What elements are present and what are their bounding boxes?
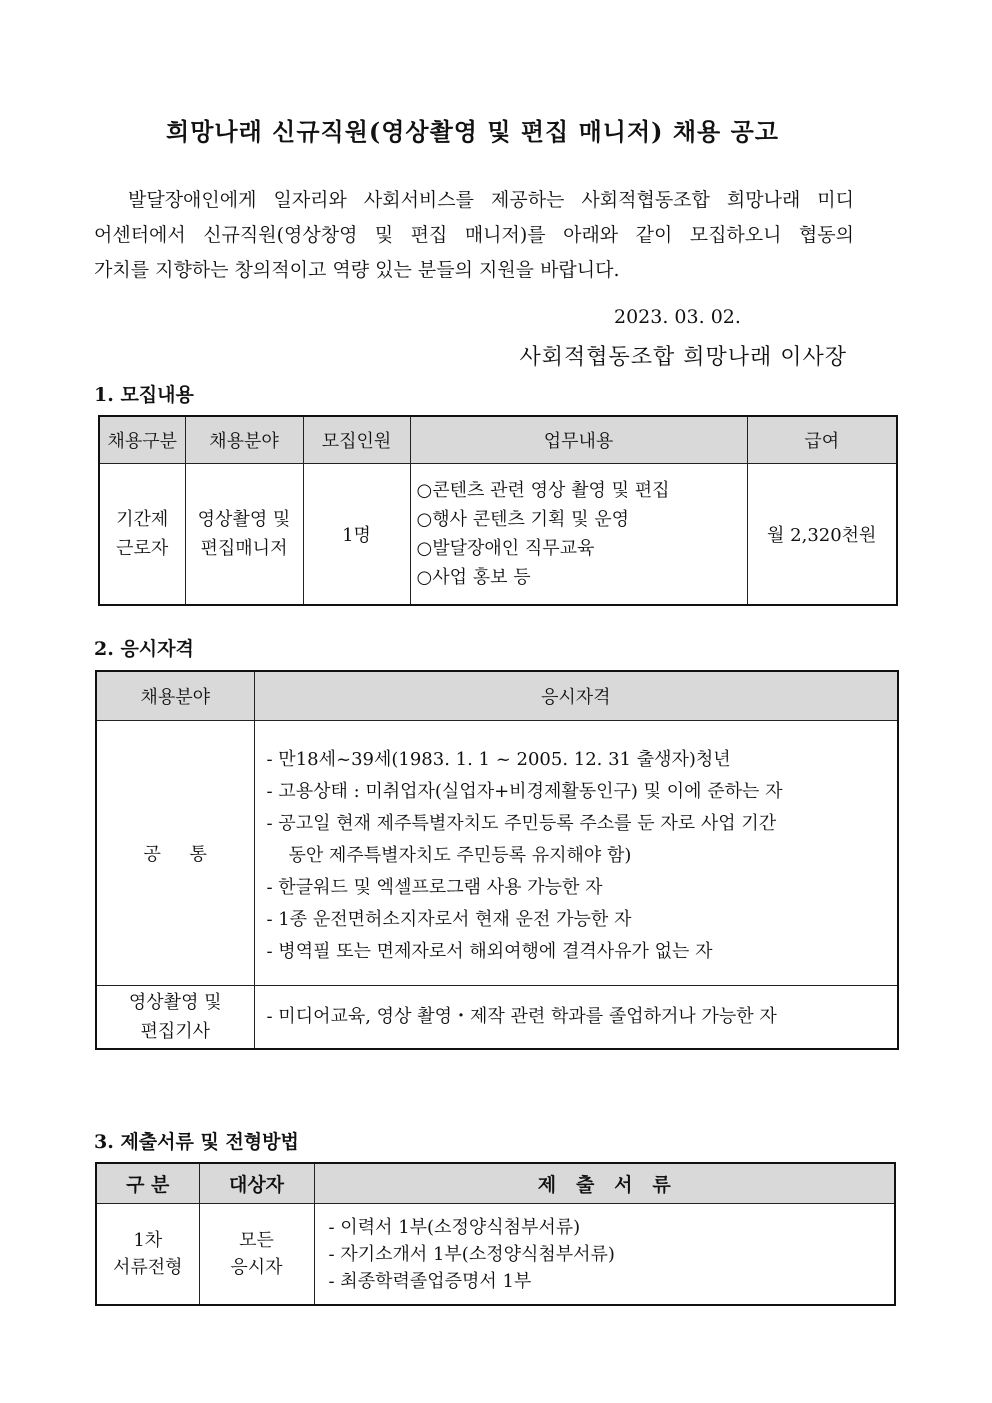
table-header-row [96, 1163, 895, 1204]
list-item: - 만18세~39세(1983. 1. 1 ~ 2005. 12. 31 출생자)청년 [266, 749, 731, 770]
header-cell: 모집인원 [303, 416, 410, 464]
header-cell: 응시자격 [254, 671, 898, 721]
table-header-row [99, 416, 897, 464]
list-item: - 자기소개서 1부(소정양식첨부서류) [328, 1243, 615, 1265]
section-heading-documents: 3. 제출서류 및 전형방법 [94, 1131, 299, 1153]
section-heading-qualifications: 2. 응시자격 [94, 638, 194, 660]
recruitment-table [98, 415, 898, 606]
salary-cell: 월 2,320천원 [747, 464, 897, 606]
intro-line: 발달장애인에게 일자리와 사회서비스를 제공하는 사회적협동조합 희망나래 미디 [94, 189, 854, 211]
header-cell: 채용분야 [96, 671, 254, 721]
duties-cell [410, 464, 747, 606]
table-row [96, 1204, 895, 1306]
target-cell: 모든 응시자 [199, 1204, 314, 1306]
headcount-cell: 1명 [303, 464, 410, 606]
table-header-row [96, 671, 898, 721]
list-item: - 미디어교육, 영상 촬영・제작 관련 학과를 졸업하거나 가능한 자 [266, 1006, 777, 1027]
list-item: - 병역필 또는 면제자로서 해외여행에 결격사유가 없는 자 [266, 941, 713, 962]
list-item: - 공고일 현재 제주특별자치도 주민등록 주소를 둔 자로 사업 기간 [266, 813, 777, 834]
list-item: - 한글워드 및 엑셀프로그램 사용 가능한 자 [266, 877, 603, 898]
page-title: 희망나래 신규직원(영상촬영 및 편집 매니저) 채용 공고 [166, 117, 779, 146]
header-cell: 제 출 서 류 [314, 1163, 895, 1204]
qualifications-cell [254, 721, 898, 986]
list-item: - 이력서 1부(소정양식첨부서류) [328, 1216, 581, 1238]
list-item: - 1종 운전면허소지자로서 현재 운전 가능한 자 [266, 909, 632, 930]
common-field-cell: 공 통 [96, 721, 254, 986]
table-row [99, 464, 897, 606]
documents-table [95, 1162, 896, 1306]
intro-line: 가치를 지향하는 창의적이고 역량 있는 분들의 지원을 바랍니다. [94, 259, 620, 281]
list-item: - 고용상태 : 미취업자(실업자+비경제활동인구) 및 이에 준하는 자 [266, 781, 783, 802]
list-item: 동안 제주특별자치도 주민등록 유지해야 함) [288, 845, 632, 866]
table-row [96, 721, 898, 986]
video-field-cell: 영상촬영 및 편집기사 [96, 986, 254, 1050]
list-item: - 최종학력졸업증명서 1부 [328, 1270, 532, 1292]
employment-type-cell: 기간제 근로자 [99, 464, 185, 606]
documents-cell [314, 1204, 895, 1306]
header-cell: 채용분야 [185, 416, 303, 464]
announcement-date: 2023. 03. 02. [614, 306, 741, 328]
organization-signature: 사회적협동조합 희망나래 이사장 [519, 345, 847, 370]
header-cell: 구 분 [96, 1163, 199, 1204]
header-cell: 급여 [747, 416, 897, 464]
list-item: ○행사 콘텐츠 기획 및 운영 [416, 509, 629, 530]
table-row [96, 986, 898, 1050]
qualifications-table [95, 670, 899, 1050]
list-item: ○콘텐츠 관련 영상 촬영 및 편집 [416, 480, 670, 501]
header-cell: 채용구분 [99, 416, 185, 464]
list-item: ○사업 홍보 등 [416, 567, 531, 588]
stage-cell: 1차 서류전형 [96, 1204, 199, 1306]
header-cell: 업무내용 [410, 416, 747, 464]
intro-paragraph [94, 183, 854, 288]
header-cell: 대상자 [199, 1163, 314, 1204]
field-cell: 영상촬영 및 편집매니저 [185, 464, 303, 606]
qualifications-cell [254, 986, 898, 1050]
intro-line: 어센터에서 신규직원(영상창영 및 편집 매니저)를 아래와 같이 모집하오니 협동의 [94, 224, 854, 246]
list-item: ○발달장애인 직무교육 [416, 538, 595, 559]
section-heading-recruitment: 1. 모집내용 [94, 384, 194, 406]
